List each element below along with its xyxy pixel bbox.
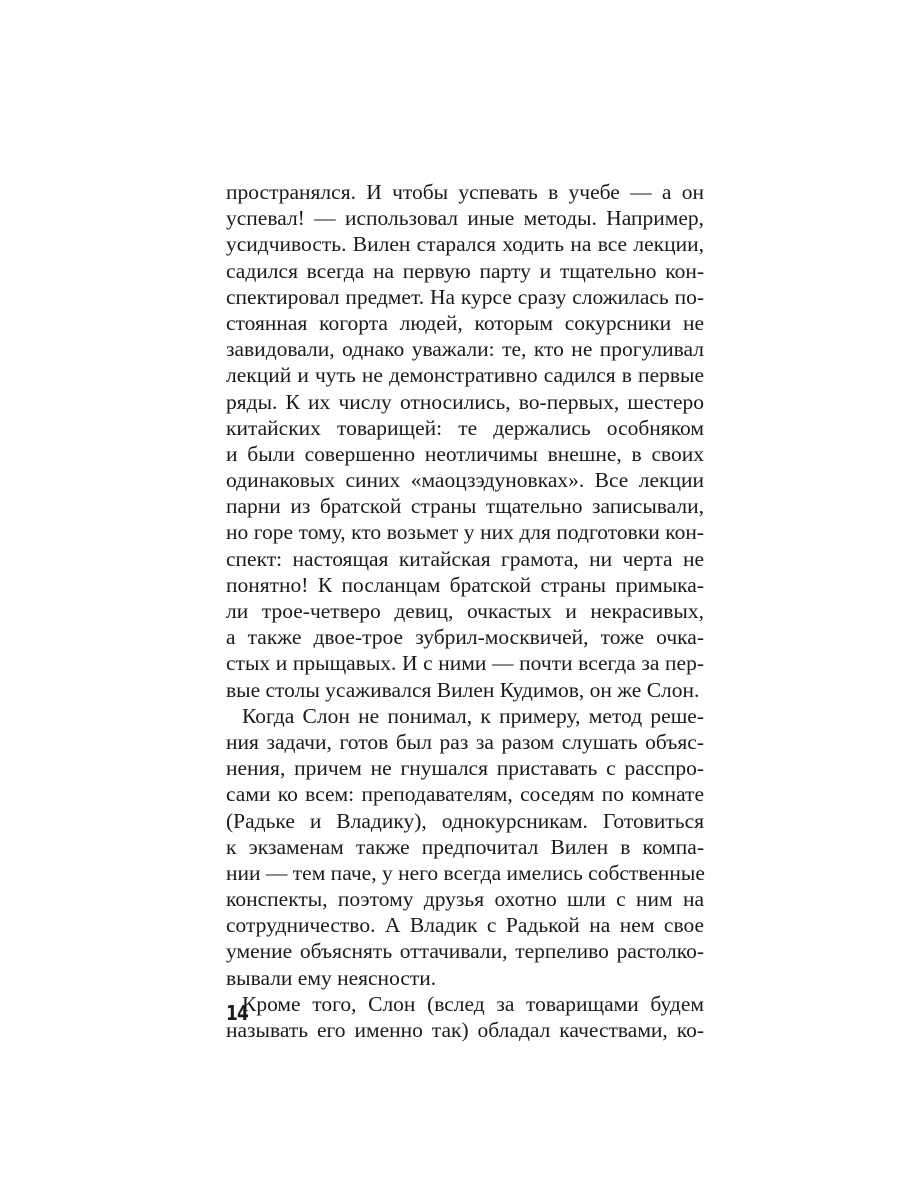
text-line: китайских товарищей: те держались особняком <box>226 415 704 440</box>
paragraph-first-line: Когда Слон не понимал, к примеру, метод реше- <box>242 703 704 728</box>
text-line: умение объяснять оттачивали, терпеливо растолко- <box>226 939 704 964</box>
text-line: усидчивость. Вилен старался ходить на все лекции, <box>226 232 704 257</box>
text-line: спект: настоящая китайская грамота, ни черта не <box>226 546 704 571</box>
text-line: вывали ему неясности. <box>226 965 437 990</box>
text-line: сотрудничество. А Владик с Радькой на нем свое <box>226 913 704 938</box>
text-line: но горе тому, кто возьмет у них для подготовки кон- <box>226 520 704 545</box>
text-line: нения, причем не гнушался приставать с расспро- <box>226 756 704 781</box>
text-line: садился всегда на первую парту и тщательно кон- <box>226 258 704 283</box>
text-line: а также двое-трое зубрил-москвичей, тоже очка- <box>226 625 704 650</box>
text-line: конспекты, поэтому друзья охотно шли с ним на <box>226 887 704 912</box>
text-line: ли трое-четверо девиц, очкастых и некрасивых, <box>226 599 704 623</box>
text-line: ряды. К их числу относились, во-первых, шестеро <box>226 389 704 414</box>
text-line: понятно! К посланцам братской страны примыка- <box>226 572 704 597</box>
paragraph-first-line: Кроме того, Слон (вслед за товарищами будем <box>242 991 704 1016</box>
body-text <box>226 179 704 1043</box>
text-line: лекций и чуть не демонстративно садился в первые <box>226 363 704 388</box>
text-line: и были совершенно неотличимы внешне, в своих <box>226 441 704 466</box>
page-number: 14 <box>226 1001 248 1025</box>
text-line: ния задачи, готов был раз за разом слушать объяс- <box>226 729 704 754</box>
text-line: сами ко всем: преподавателям, соседям по комнате <box>226 782 704 807</box>
text-line: стоянная когорта людей, которым сокурсники не <box>226 310 704 335</box>
text-line: вые столы усаживался Вилен Кудимов, он же Слон. <box>226 677 700 702</box>
text-line: парни из братской страны тщательно записывали, <box>226 494 704 519</box>
text-line: нии — тем паче, у него всегда имелись собственные <box>226 860 705 885</box>
text-line: называть его именно так) обладал качествами, ко- <box>226 1018 704 1042</box>
text-line: завидовали, однако уважали: те, кто не прогуливал <box>226 337 704 362</box>
text-line: успевал! — использовал иные методы. Например, <box>226 206 704 231</box>
text-line: одинаковых синих «маоцзэдуновках». Все лекции <box>226 468 704 493</box>
text-line: стых и прыщавых. И с ними — почти всегда за пер- <box>226 651 704 676</box>
text-line: (Радьке и Владику), однокурсникам. Готовиться <box>226 808 704 833</box>
text-line: спектировал предмет. На курсе сразу сложилась по- <box>226 284 704 309</box>
text-line: пространялся. И чтобы успевать в учебе — а он <box>226 180 704 204</box>
text-line: к экзаменам также предпочитал Вилен в компа- <box>226 834 704 859</box>
